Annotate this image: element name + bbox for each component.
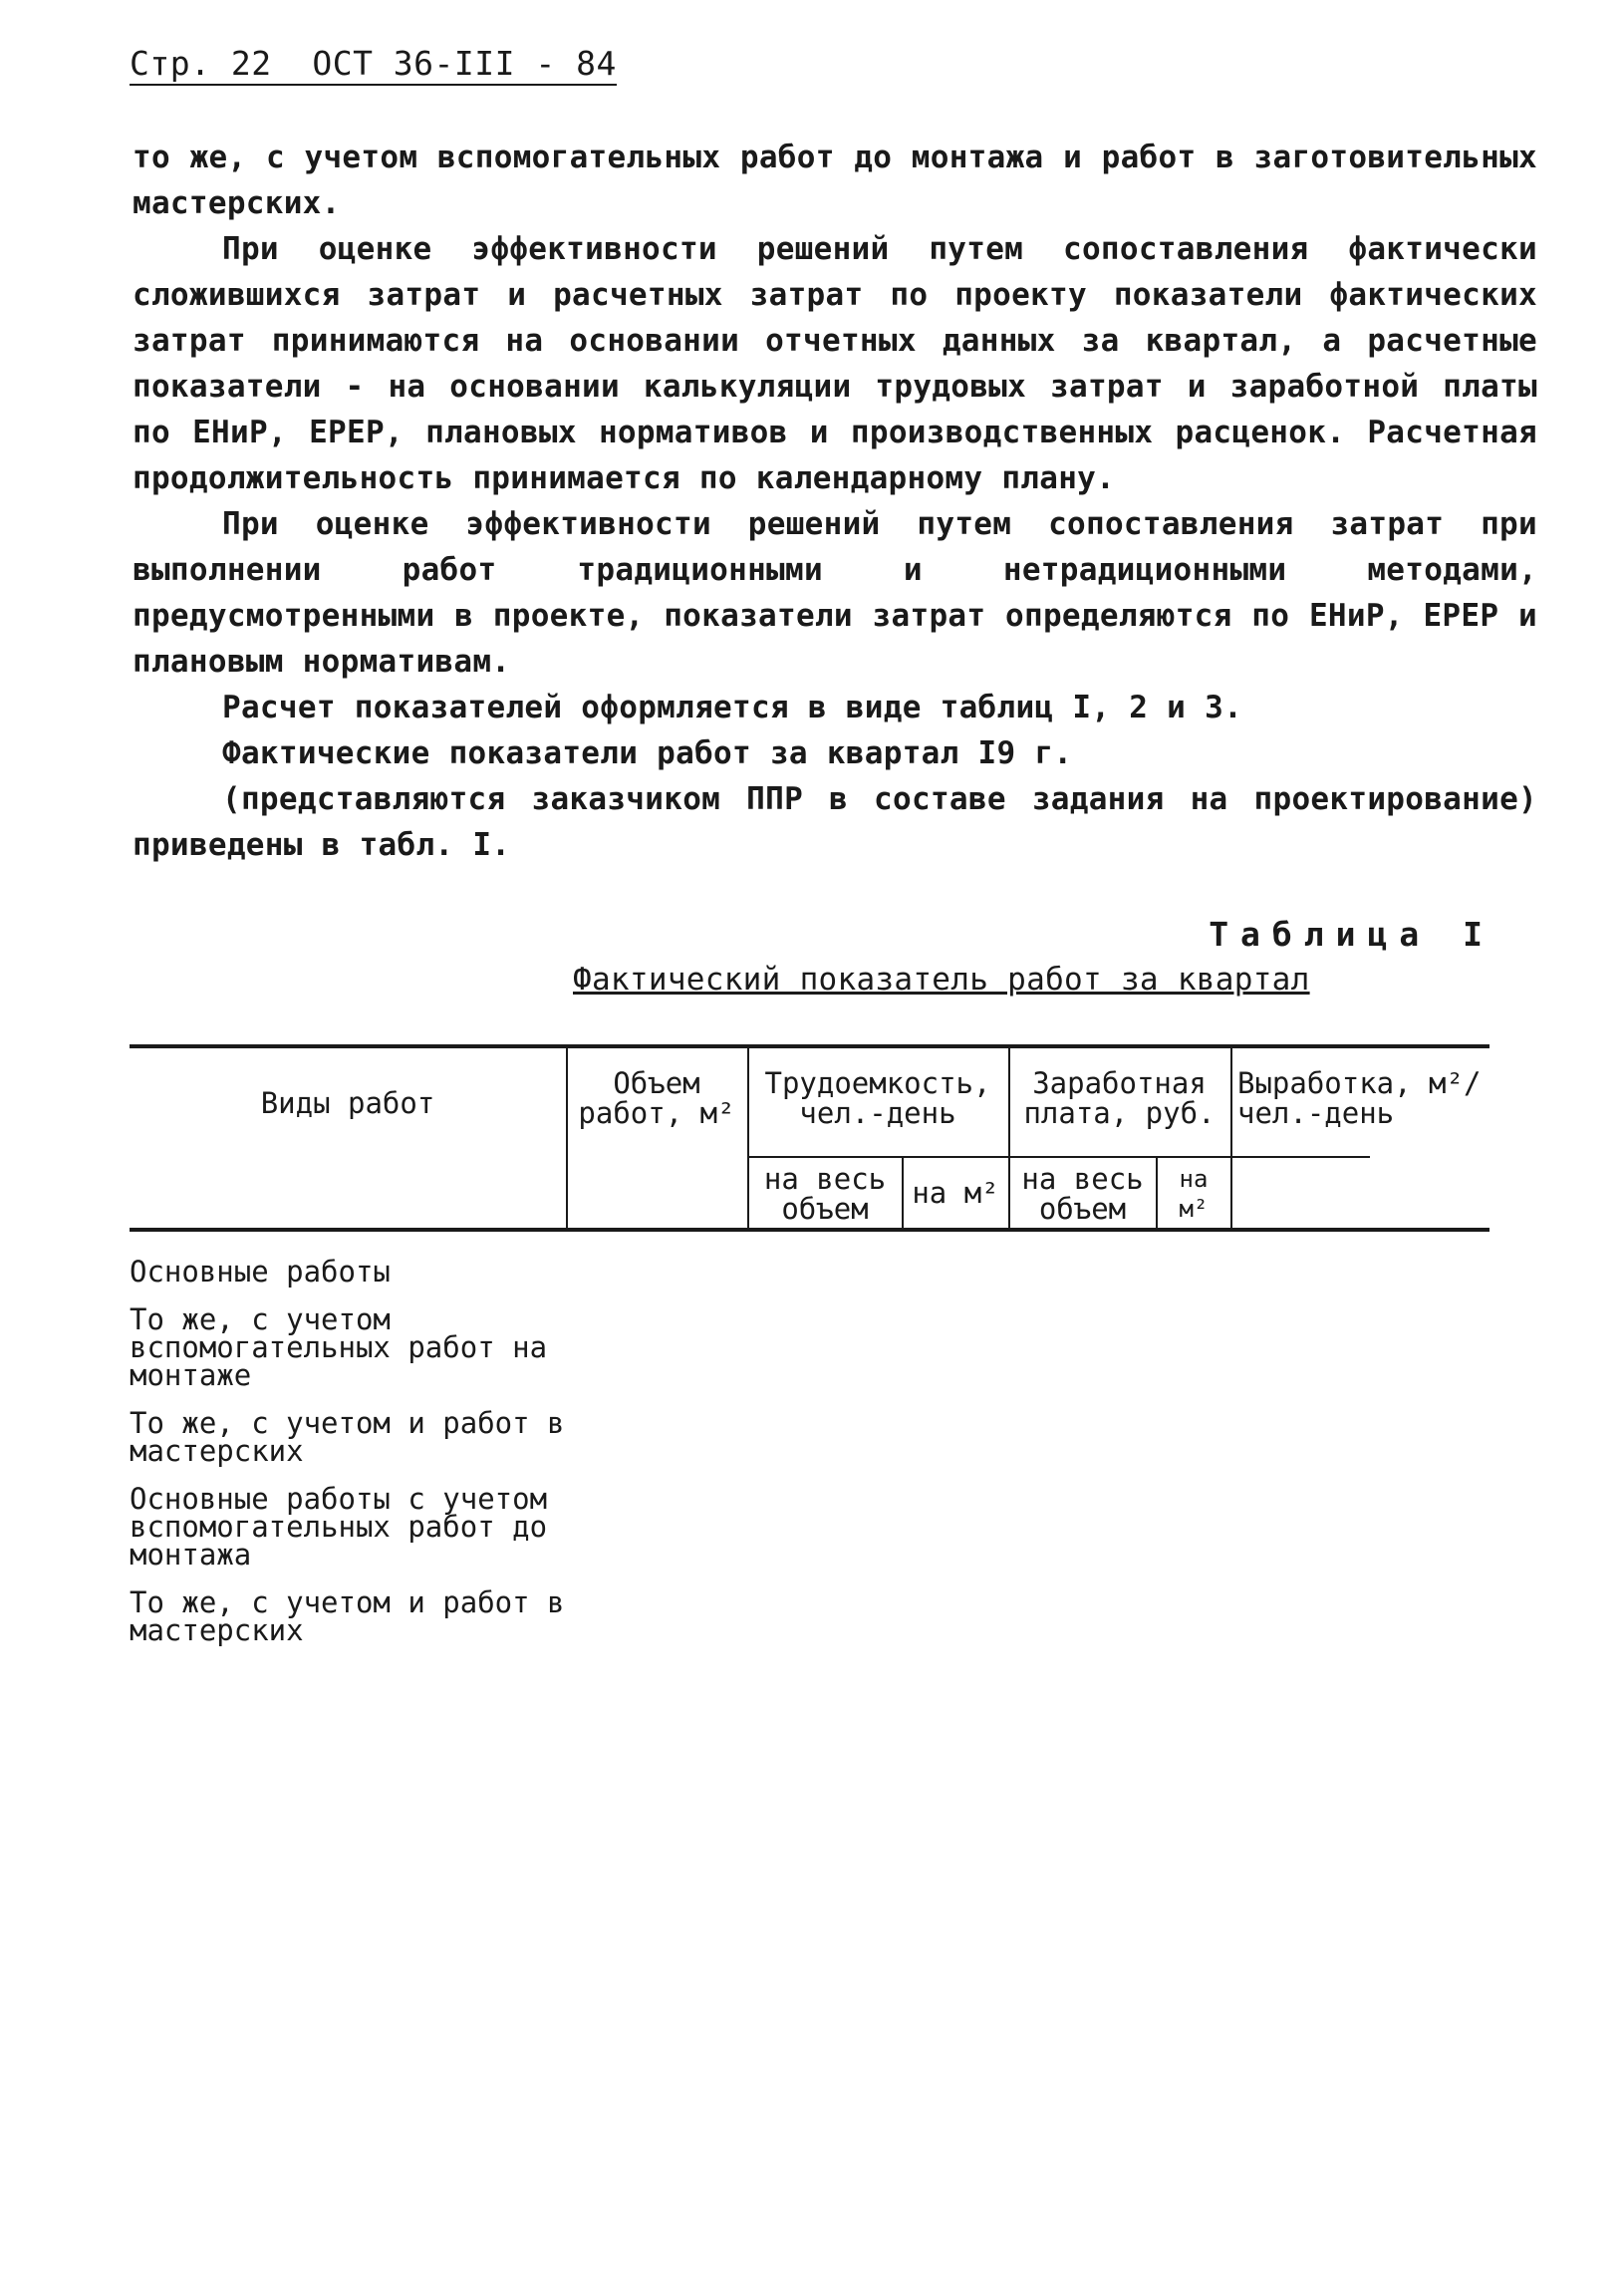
- paragraph: Расчет показателей оформляется в виде таблиц I, 2 и 3.: [222, 690, 1243, 725]
- header-labor: Трудоемкость, чел.-день: [764, 1066, 991, 1130]
- page-header: [130, 44, 617, 83]
- table-row: То же, с учетом и работ в мастерских: [130, 1406, 565, 1468]
- page-number: Стр. 22: [130, 44, 272, 83]
- paragraph: Фактические показатели работ за квартал I9 г.: [222, 735, 1073, 771]
- table-rows: [130, 1255, 588, 1664]
- table-row: Основные работы с учетом вспомогательных работ до монтажа: [130, 1482, 548, 1572]
- header-labor-total: на весь объем: [763, 1162, 887, 1226]
- header-wage-total: на весь объем: [1021, 1162, 1144, 1226]
- table-row: Основные работы: [130, 1255, 391, 1289]
- table-top-rule: [130, 1044, 1489, 1048]
- table-row: То же, с учетом вспомогательных работ на монтаже: [130, 1302, 548, 1392]
- table-row: То же, с учетом и работ в мастерских: [130, 1585, 565, 1647]
- paragraph: то же, с учетом вспомогательных работ до монтажа и работ в заготовительных мастерских.: [133, 140, 1537, 221]
- header-wage: Заработная плата, руб.: [1023, 1066, 1216, 1130]
- table-bottom-rule: [130, 1228, 1489, 1232]
- paragraph: При оценке эффективности решений путем сопоставления затрат при выполнении работ традиционными и нетрадиционными методами, предусмотренными в проекте, показатели затрат определяются по ЕНиР, ЕРЕР и плановым нормативам.: [133, 506, 1537, 680]
- table-caption: Таблица I: [1209, 915, 1494, 954]
- header-kind: Виды работ: [260, 1086, 435, 1120]
- column-divider: [1230, 1048, 1232, 1228]
- body-text: [133, 135, 1537, 868]
- header-wage-per: на м²: [1179, 1165, 1209, 1223]
- table-title: Фактический показатель работ за квартал: [573, 962, 1310, 998]
- header-output: Выработка, м²/чел.-день: [1237, 1066, 1482, 1130]
- header-volume: Объем работ, м²: [578, 1066, 735, 1130]
- paragraph: При оценке эффективности решений путем сопоставления фактически сложившихся затрат и расчетных затрат по проекту показатели фактических затрат принимаются на основании отчетных данных за квартал, а расчетные показатели - на основании калькуляции трудовых затрат и заработной платы по ЕНиР, ЕРЕР, плановых нормативов и производственных расценок. Расчетная продолжительность принимается по календарному плану.: [133, 231, 1537, 496]
- document-code: ОСТ 36-III - 84: [312, 44, 617, 83]
- header-labor-per: на м²: [912, 1176, 999, 1210]
- header-underline: [130, 84, 617, 86]
- table-header: [130, 1044, 1489, 1232]
- paragraph: (представляются заказчиком ППР в составе задания на проектирование) приведены в табл. I.: [133, 781, 1537, 863]
- table-subheader-rule: [747, 1156, 1370, 1158]
